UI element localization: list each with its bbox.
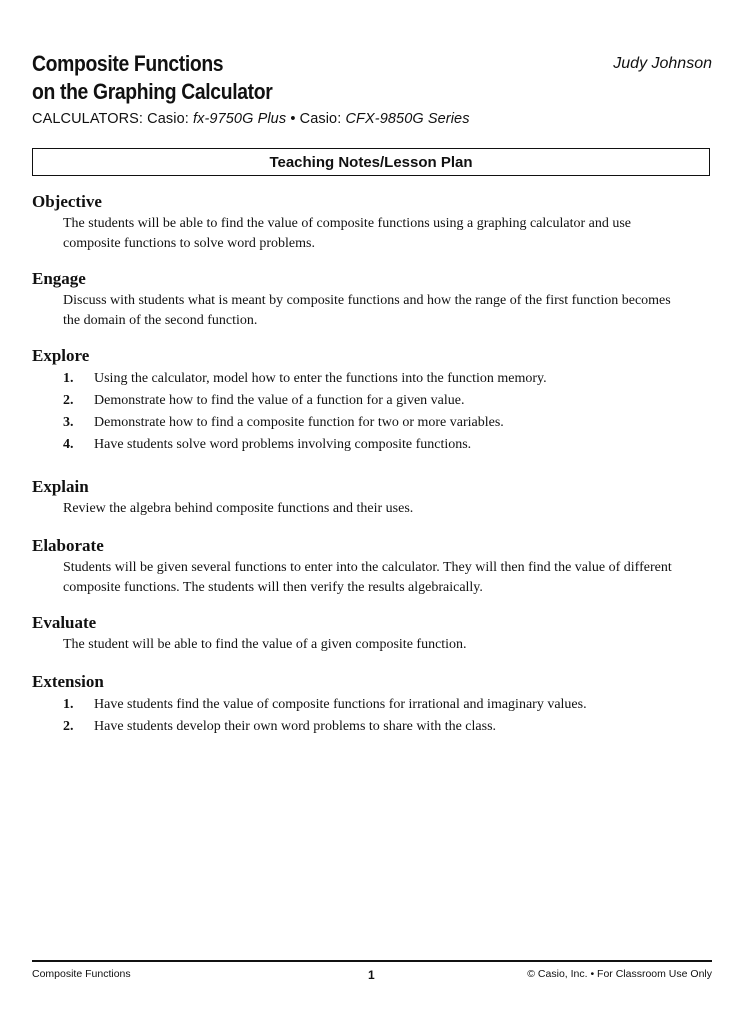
text-elaborate: Students will be given several functions to enter into the calculator. They will then find the value of different composite functions. The students will then verify the results algebraically. — [63, 560, 672, 595]
calculator-model-1: fx-9750G Plus — [193, 111, 287, 127]
list-item: 1. Using the calculator, model how to enter the functions into the function memory. — [63, 371, 547, 386]
explore-list — [63, 368, 712, 456]
list-item: 2. Demonstrate how to find the value of a function for a given value. — [63, 393, 465, 408]
heading-elaborate: Elaborate — [32, 536, 104, 555]
text-evaluate: The student will be able to find the value of a given composite function. — [63, 637, 467, 652]
heading-explore: Explore — [32, 346, 90, 365]
text-explain: Review the algebra behind composite functions and their uses. — [63, 501, 414, 516]
heading-extension: Extension — [32, 672, 104, 691]
section-explore — [32, 346, 712, 456]
section-objective — [32, 192, 712, 253]
text-engage: Discuss with students what is meant by composite functions and how the range of the first function becomes the domain of the second function. — [63, 293, 671, 328]
heading-evaluate: Evaluate — [32, 613, 97, 632]
section-extension — [32, 672, 712, 738]
list-item: 4. Have students solve word problems involving composite functions. — [63, 437, 472, 452]
calculator-separator: • Casio: — [286, 111, 346, 127]
calculators-line — [32, 111, 470, 127]
text-objective: The students will be able to find the value of composite functions using a graphing calculator and use composite functions to solve word problems. — [63, 216, 632, 251]
calculator-model-2: CFX-9850G Series — [345, 111, 470, 127]
section-explain — [32, 477, 712, 519]
footer-left-text: Composite Functions — [32, 968, 131, 980]
document-title — [32, 50, 630, 106]
section-banner: Teaching Notes/Lesson Plan — [32, 148, 710, 176]
section-evaluate — [32, 613, 712, 655]
list-item: 3. Demonstrate how to find a composite function for two or more variables. — [63, 415, 504, 430]
title-block — [32, 50, 712, 106]
page-number: 1 — [368, 968, 375, 982]
heading-engage: Engage — [32, 269, 86, 288]
title-line-2: on the Graphing Calculator — [32, 79, 273, 104]
section-elaborate — [32, 536, 712, 597]
heading-objective: Objective — [32, 192, 102, 211]
heading-explain: Explain — [32, 477, 89, 496]
list-item: 2. Have students develop their own word problems to share with the class. — [63, 719, 497, 734]
footer-divider — [32, 960, 712, 962]
section-engage — [32, 269, 712, 330]
list-item: 1. Have students find the value of composite functions for irrational and imaginary values. — [63, 697, 587, 712]
extension-list — [63, 694, 712, 738]
footer-right-text: © Casio, Inc. • For Classroom Use Only — [527, 968, 712, 980]
title-line-1: Composite Functions — [32, 51, 224, 76]
calculators-prefix: CALCULATORS: Casio: — [32, 111, 194, 127]
author-name: Judy Johnson — [613, 55, 712, 72]
